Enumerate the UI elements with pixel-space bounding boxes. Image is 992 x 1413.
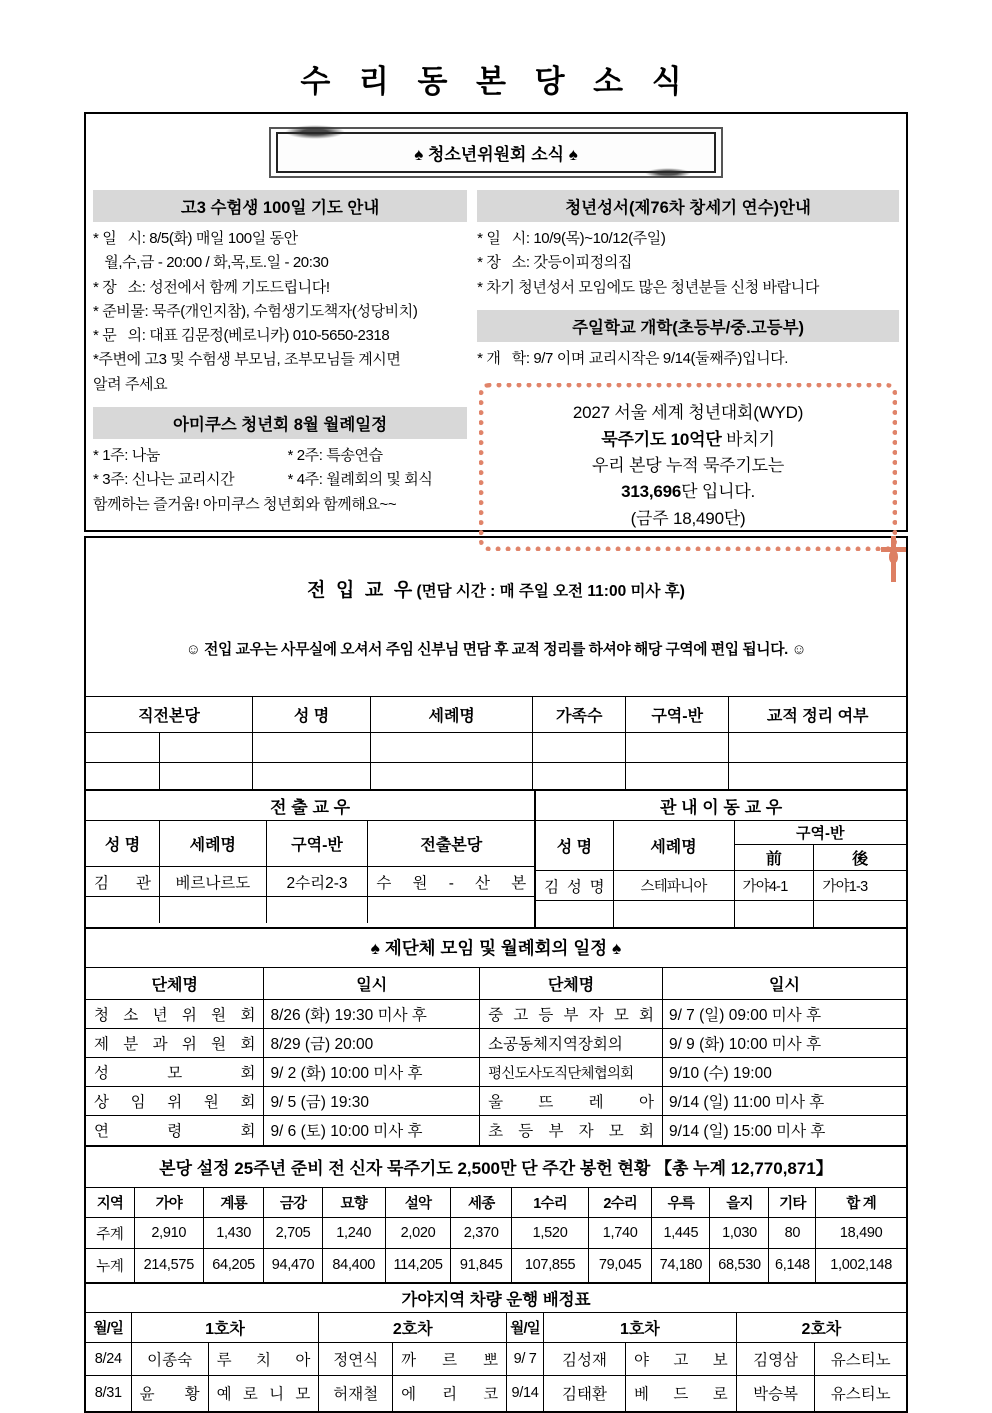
column-header: 설악	[385, 1188, 451, 1218]
text-line: *주변에 고3 및 수험생 부모님, 조부모님들 계시면	[93, 351, 401, 369]
table-cell	[729, 733, 906, 763]
text-line: * 4주: 월례회의 및 회식	[287, 471, 433, 489]
internal-move-table	[536, 791, 906, 927]
count-cell: 2,705	[264, 1218, 322, 1249]
column-header: 세례명	[613, 821, 734, 871]
column-header: 성 명	[252, 697, 370, 733]
group-name-cell: 소공동체지역장회의	[480, 1029, 663, 1058]
table-cell	[160, 763, 253, 789]
count-cell: 1,430	[203, 1218, 264, 1249]
baptismal-name-cell: 야 고 보	[626, 1343, 737, 1376]
column-header: 교적 정리 여부	[729, 697, 906, 733]
group-name-cell: 초 등 부 자 모 회	[480, 1116, 663, 1145]
youth-banner-title: ♠ 청소년위원회 소식 ♠	[276, 132, 716, 173]
row-label: 주계	[86, 1218, 134, 1249]
vehicle-schedule-table	[86, 1282, 906, 1411]
column-subheader: 後	[814, 845, 906, 871]
crucifix-icon	[880, 536, 907, 582]
text-line: * 3주: 신나는 교리시간	[93, 471, 235, 489]
group-name-cell: 중 고 등 부 자 모 회	[480, 1000, 663, 1029]
column-header: 가야	[134, 1188, 203, 1218]
transfer-in-title	[86, 538, 906, 697]
group-meetings-table	[86, 927, 906, 1145]
transfer-out-and-move-section	[86, 789, 906, 927]
count-cell: 1,740	[589, 1218, 652, 1249]
table-cell: 김 관	[86, 867, 160, 897]
text-line: * 준비물: 묵주(개인지참), 수험생기도책자(성당비치)	[93, 302, 418, 320]
meeting-time-cell: 9/14 (일) 15:00 미사 후	[662, 1116, 906, 1145]
text-line: 월,수,금 - 20:00 / 화,목,토.일 - 20:30	[93, 254, 329, 272]
count-cell: 79,045	[589, 1249, 652, 1282]
table-cell	[533, 733, 626, 763]
group-name-cell: 제 분 과 위 원 회	[86, 1029, 264, 1058]
column-header: 성 명	[86, 821, 160, 867]
baptismal-name-cell: 루 치 아	[208, 1343, 319, 1376]
section-title-youth-bible: 청년성서(제76차 창세기 연수)안내	[477, 190, 899, 222]
group-name-cell: 상 임 위 원 회	[86, 1087, 264, 1116]
count-cell: 84,400	[322, 1249, 385, 1282]
table-cell	[734, 901, 814, 927]
driver-name-cell: 정연식	[319, 1343, 393, 1376]
text-line: * 문 의: 대표 김문정(베로니카) 010-5650-2318	[93, 327, 390, 345]
column-header: 기타	[769, 1188, 816, 1218]
parish-tables-box	[84, 536, 908, 1413]
rosary-text: 단 입니다.	[681, 482, 756, 502]
column-header: 월/일	[86, 1313, 131, 1343]
right-column	[477, 190, 899, 551]
count-cell: 68,530	[710, 1249, 769, 1282]
rosary-text: 바치기	[721, 429, 775, 449]
count-cell: 2,020	[385, 1218, 451, 1249]
rosary-offering-table	[86, 1145, 906, 1282]
column-header: 구역-반	[266, 821, 368, 867]
group-name-cell: 청 소 년 위 원 회	[86, 1000, 264, 1029]
baptismal-name-cell: 까 르 뽀	[393, 1343, 507, 1376]
count-cell: 1,445	[652, 1218, 710, 1249]
table-cell: 가야1-3	[814, 871, 906, 901]
group-name-cell: 연 령 회	[86, 1116, 264, 1145]
table-cell	[368, 897, 534, 923]
section-title-exam-prayer: 고3 수험생 100일 기도 안내	[93, 190, 467, 222]
driver-name-cell: 이종숙	[131, 1343, 208, 1376]
date-cell: 8/24	[86, 1343, 131, 1376]
group-name-cell: 울 뜨 레 아	[480, 1087, 663, 1116]
meeting-time-cell: 9/10 (수) 19:00	[662, 1058, 906, 1087]
table-cell: 2수리2-3	[266, 867, 368, 897]
meeting-time-cell: 8/29 (금) 20:00	[264, 1029, 480, 1058]
count-cell: 6,148	[769, 1249, 816, 1282]
youth-columns	[86, 190, 906, 551]
table-cell: 스테파니아	[613, 871, 734, 901]
meeting-time-cell: 8/26 (화) 19:30 미사 후	[264, 1000, 480, 1029]
column-header: 월/일	[507, 1313, 544, 1343]
column-header: 성 명	[536, 821, 613, 871]
count-cell: 214,575	[134, 1249, 203, 1282]
vehicle-schedule-title: 가야지역 차량 운행 배정표	[86, 1283, 906, 1313]
rosary-line: 우리 본당 누적 묵주기도는	[592, 455, 785, 475]
count-cell: 1,240	[322, 1218, 385, 1249]
table-cell	[626, 763, 729, 789]
driver-name-cell: 윤 황	[131, 1376, 208, 1411]
count-cell: 1,030	[710, 1218, 769, 1249]
column-header: 을지	[710, 1188, 769, 1218]
rosary-line	[486, 479, 890, 505]
table-cell: 베르나르도	[160, 867, 267, 897]
count-cell: 64,205	[203, 1249, 264, 1282]
meeting-time-cell: 9/ 9 (화) 10:00 미사 후	[662, 1029, 906, 1058]
count-cell: 107,855	[512, 1249, 589, 1282]
column-header: 세종	[451, 1188, 512, 1218]
column-header: 단체명	[86, 968, 264, 1000]
schedule-row	[93, 444, 467, 468]
baptismal-name-cell: 유스티노	[815, 1376, 906, 1411]
rosary-line: (금주 18,490단)	[630, 508, 746, 528]
group-meetings-title: ♠ 제단체 모임 및 월례회의 일정 ♠	[86, 928, 906, 968]
count-cell: 91,845	[451, 1249, 512, 1282]
table-cell	[533, 763, 626, 789]
transfer-in-notice: ☺ 전입 교우는 사무실에 오셔서 주임 신부님 면담 후 교적 정리를 하셔야 해당 구역에 편입 됩니다. ☺	[185, 642, 807, 658]
count-cell: 1,520	[512, 1218, 589, 1249]
group-name-cell: 성 모 회	[86, 1058, 264, 1087]
text-line: 알려 주세요	[93, 375, 168, 393]
text-line: * 차기 청년성서 모임에도 많은 청년분들 신청 바랍니다	[477, 278, 819, 296]
text-line: * 2주: 특송연습	[287, 447, 383, 465]
transfer-in-table	[86, 538, 906, 789]
date-cell: 9/14	[507, 1376, 544, 1411]
column-header: 일시	[264, 968, 480, 1000]
table-cell	[814, 901, 906, 927]
table-cell	[266, 897, 368, 923]
driver-name-cell: 김영삼	[736, 1343, 815, 1376]
column-header: 2호차	[736, 1313, 906, 1343]
count-cell: 74,180	[652, 1249, 710, 1282]
group-name-cell: 평신도사도직단체협의회	[480, 1058, 663, 1087]
transfer-in-title-line1: 전 입 교 우 (면담 시간 : 매 주일 오전 11:00 미사 후)	[307, 580, 685, 601]
rosary-bold-text: 묵주기도 10억단	[601, 429, 722, 449]
meeting-time-cell: 9/14 (일) 11:00 미사 후	[662, 1087, 906, 1116]
transfer-out-half	[86, 791, 536, 927]
meeting-time-cell: 9/ 7 (일) 09:00 미사 후	[662, 1000, 906, 1029]
count-cell: 2,370	[451, 1218, 512, 1249]
date-cell: 9/ 7	[507, 1343, 544, 1376]
table-cell	[626, 733, 729, 763]
column-header: 세례명	[160, 821, 267, 867]
table-cell	[252, 733, 370, 763]
column-header: 계룡	[203, 1188, 264, 1218]
rosary-notice-box	[479, 383, 897, 551]
column-header: 1호차	[544, 1313, 737, 1343]
column-header: 합 계	[816, 1188, 906, 1218]
column-header: 금강	[264, 1188, 322, 1218]
section-title-sunday-school: 주일학교 개학(초등부/중.고등부)	[477, 310, 899, 342]
text-line: * 1주: 나눔	[93, 447, 160, 465]
section-title-amicus: 아미쿠스 청년회 8월 월례일정	[93, 407, 467, 439]
table-cell	[160, 733, 253, 763]
internal-move-title: 관 내 이 동 교 우	[536, 791, 906, 821]
column-header: 일시	[662, 968, 906, 1000]
count-cell: 2,910	[134, 1218, 203, 1249]
internal-move-half	[536, 791, 906, 927]
column-header: 지역	[86, 1188, 134, 1218]
column-header: 2수리	[589, 1188, 652, 1218]
baptismal-name-cell: 유스티노	[815, 1343, 906, 1376]
table-cell: 수 원 - 산 본	[368, 867, 534, 897]
rosary-line: 2027 서울 세계 청년대회(WYD)	[572, 403, 804, 423]
count-cell: 114,205	[385, 1249, 451, 1282]
date-cell: 8/31	[86, 1376, 131, 1411]
table-cell	[613, 901, 734, 927]
text-line: * 일 시: 8/5(화) 매일 100일 동안	[93, 230, 298, 247]
column-header: 직전본당	[86, 697, 252, 733]
column-header: 가족수	[533, 697, 626, 733]
schedule-row	[93, 468, 467, 492]
baptismal-name-cell: 베 드 로	[626, 1376, 737, 1411]
baptismal-name-cell: 에 리 코	[393, 1376, 507, 1411]
table-cell	[729, 763, 906, 789]
row-label: 누계	[86, 1249, 134, 1282]
transfer-out-title: 전 출 교 우	[86, 791, 534, 821]
column-header-group: 구역-반	[734, 821, 906, 845]
table-cell	[160, 897, 267, 923]
text-line: * 장 소: 성전에서 함께 기도드립니다!	[93, 278, 330, 296]
column-header: 구역-반	[626, 697, 729, 733]
rosary-bold-count: 313,696	[621, 482, 682, 502]
table-cell	[536, 901, 613, 927]
left-column	[93, 190, 467, 551]
meeting-time-cell: 9/ 5 (금) 19:30	[264, 1087, 480, 1116]
page-title: 수 리 동 본 당 소 식	[300, 64, 692, 99]
text-line: * 장 소: 갓등이피정의집	[477, 254, 632, 272]
text-line: * 개 학: 9/7 이며 교리시작은 9/14(둘째주)입니다.	[477, 349, 789, 367]
driver-name-cell: 김태환	[544, 1376, 626, 1411]
table-cell	[371, 763, 533, 789]
column-header: 2호차	[319, 1313, 507, 1343]
table-cell	[86, 763, 160, 789]
text-line: * 일 시: 10/9(목)~10/12(주일)	[477, 230, 666, 247]
youth-committee-box	[84, 112, 908, 532]
column-header: 우륵	[652, 1188, 710, 1218]
table-cell	[252, 763, 370, 789]
table-cell: 김 성 명	[536, 871, 613, 901]
column-header: 세례명	[371, 697, 533, 733]
driver-name-cell: 허재철	[319, 1376, 393, 1411]
table-cell	[371, 733, 533, 763]
column-header: 단체명	[480, 968, 663, 1000]
column-subheader: 前	[734, 845, 814, 871]
text-line: 함께하는 즐거움! 아미쿠스 청년회와 함께해요~~	[93, 495, 397, 513]
count-cell: 94,470	[264, 1249, 322, 1282]
rosary-offering-title: 본당 설정 25주년 준비 전 신자 묵주기도 2,500만 단 주간 봉헌 현황 【총 누계 12,770,871】	[86, 1146, 906, 1188]
meeting-time-cell: 9/ 6 (토) 10:00 미사 후	[264, 1116, 480, 1145]
column-header: 1수리	[512, 1188, 589, 1218]
meeting-time-cell: 9/ 2 (화) 10:00 미사 후	[264, 1058, 480, 1087]
column-header: 1호차	[131, 1313, 319, 1343]
rosary-line	[486, 427, 890, 453]
driver-name-cell: 김성재	[544, 1343, 626, 1376]
baptismal-name-cell: 예 로 니 모	[208, 1376, 319, 1411]
column-header: 묘향	[322, 1188, 385, 1218]
count-cell: 80	[769, 1218, 816, 1249]
table-cell	[86, 897, 160, 923]
count-cell: 1,002,148	[816, 1249, 906, 1282]
column-header: 전출본당	[368, 821, 534, 867]
count-cell: 18,490	[816, 1218, 906, 1249]
table-cell	[86, 733, 160, 763]
transfer-out-table	[86, 791, 534, 923]
driver-name-cell: 박승복	[736, 1376, 815, 1411]
youth-banner	[269, 127, 723, 178]
table-cell: 가야4-1	[734, 871, 814, 901]
